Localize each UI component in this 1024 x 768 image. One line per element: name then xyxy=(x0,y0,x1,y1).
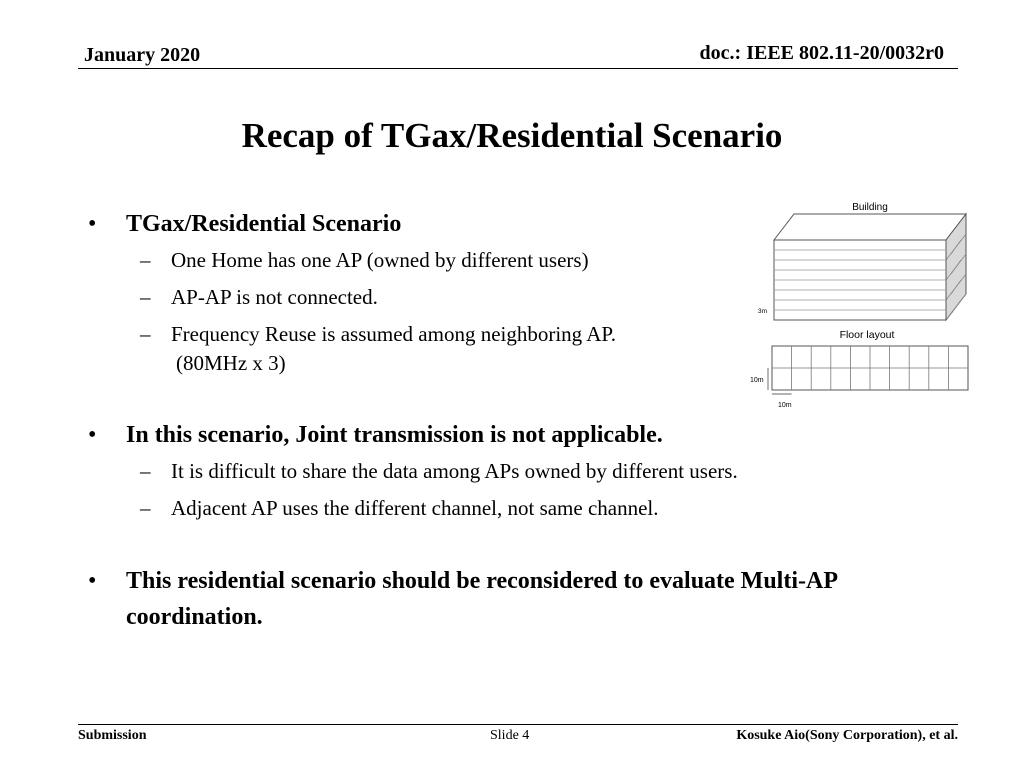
footer-slide-number: Slide 4 xyxy=(490,728,530,743)
bullet-1-text: TGax/Residential Scenario xyxy=(126,211,402,237)
sub-bullet-text: Adjacent AP uses the different channel, not same channel. xyxy=(171,496,659,520)
room-height-label: 10m xyxy=(750,377,764,384)
sub-bullet: – It is difficult to share the data among APs owned by different users. xyxy=(140,459,738,483)
sub-bullet-text: One Home has one AP (owned by different users) xyxy=(171,248,589,272)
sub-bullet-text: It is difficult to share the data among APs owned by different users. xyxy=(171,459,738,483)
sub-bullet-text: Frequency Reuse is assumed among neighboring AP. xyxy=(171,322,617,346)
sub-bullet-continuation: (80MHz x 3) xyxy=(176,351,286,375)
bullet-mark: • xyxy=(88,568,97,594)
header-date: January 2020 xyxy=(84,44,201,66)
sub-bullet-text: AP-AP is not connected. xyxy=(171,285,378,309)
footer-author: Kosuke Aio(Sony Corporation), et al. xyxy=(736,728,958,743)
bullet-3-text: This residential scenario should be reconsidered to evaluate Multi-AP coordination. xyxy=(126,568,837,630)
floor-layout-label: Floor layout xyxy=(839,329,895,341)
footer-submission: Submission xyxy=(78,728,147,743)
bullet-mark: • xyxy=(88,422,97,448)
slide-title: Recap of TGax/Residential Scenario xyxy=(241,116,783,155)
room-width-label: 10m xyxy=(778,402,792,409)
residential-scenario-figure xyxy=(748,196,972,414)
bullet-3 xyxy=(88,563,958,635)
footer-divider xyxy=(78,724,958,725)
bullet-2 xyxy=(88,417,958,453)
sub-bullet: – Frequency Reuse is assumed among neighboring AP. xyxy=(140,322,617,346)
bullet-mark: • xyxy=(88,211,97,237)
sub-bullet: – AP-AP is not connected. xyxy=(140,285,378,309)
header-doc-id: doc.: IEEE 802.11-20/0032r0 xyxy=(699,42,944,64)
header-divider xyxy=(78,68,958,69)
sub-bullet: – One Home has one AP (owned by different users) xyxy=(140,248,589,272)
building-top-face xyxy=(774,214,966,240)
floor-height-label: 3m xyxy=(758,308,768,315)
bullet-2-text: In this scenario, Joint transmission is not applicable. xyxy=(126,422,663,448)
building-label: Building xyxy=(852,202,888,213)
sub-bullet: – Adjacent AP uses the different channel, not same channel. xyxy=(140,496,659,520)
